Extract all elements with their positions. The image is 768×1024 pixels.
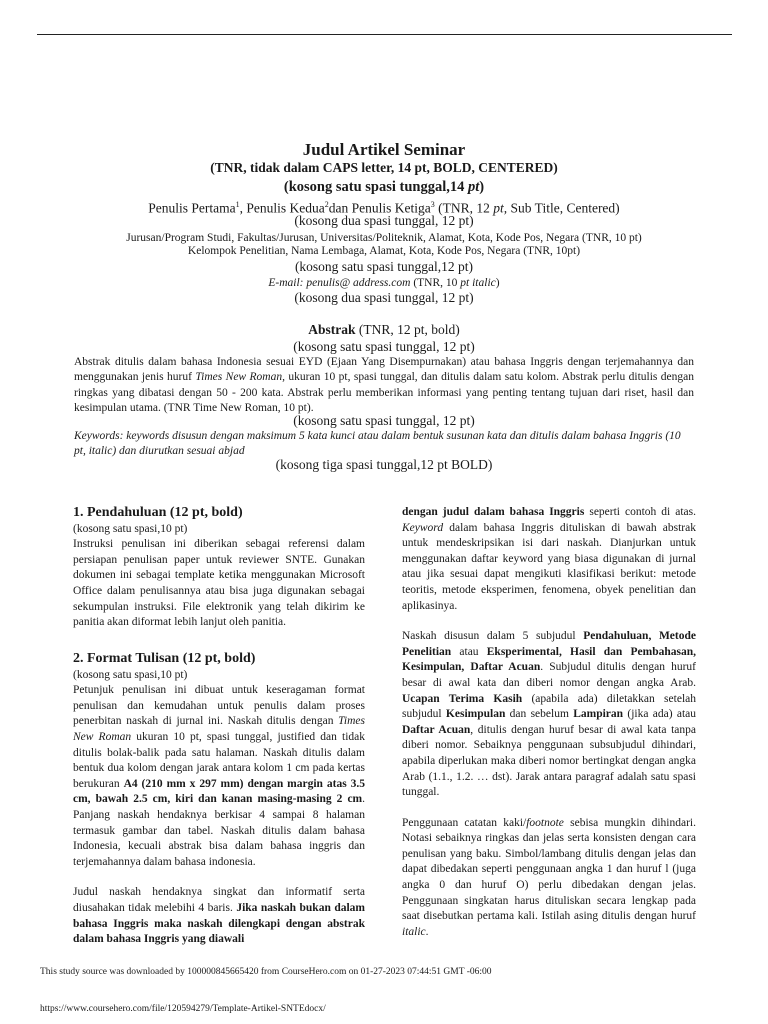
source-url[interactable]: https://www.coursehero.com/file/120594279/Template-Artikel-SNTEdocx/ [40, 1004, 326, 1014]
right-column [402, 505, 696, 940]
email-line: E-mail: penulis@ address.com (TNR, 10 pt italic) [268, 277, 500, 289]
top-rule [37, 34, 732, 35]
spacing-note-1: (kosong satu spasi tunggal,14 pt) [283, 179, 485, 195]
section-2 [73, 651, 365, 948]
spacing-note-2: (kosong dua spasi tunggal, 12 pt) [294, 213, 474, 228]
affiliation-2: Kelompok Penelitian, Nama Lembaga, Alamat, Kota, Kode Pos, Negara (TNR, 10pt) [187, 245, 581, 257]
section-1 [73, 505, 365, 631]
section-2-note: (kosong satu spasi,10 pt) [73, 668, 188, 681]
section-2-paragraph-1: Petunjuk penulisan ini dibuat untuk keseragaman format penulisan dan kemudahan untuk penulis dalam proses penerbitan naskah di jurnal ini. Naskah ditulis dengan Times New Roman ukuran 10 pt, spasi tunggal, justified dan tidak ditulis bolak-balik pada satu halaman. Naskah ditulis dalam bentuk dua kolom dengan jarak antara kolom 1 cm pada kertas berukuran A4 (210 mm x 297 mm) dengan margin atas 3.5 cm, bawah 2.5 cm, kiri dan kanan masing-masing 2 cm. Panjang naskah hendaknya berkisar 4 sampai 8 halaman termasuk gambar dan tabel. Naskah ditulis dalam bahasa Indonesia, kecuali abstrak bisa dalam bahasa inggris dan terjemahannya dalam bahasa indonesia. [73, 684, 366, 868]
right-paragraph-2: Naskah disusun dalam 5 subjudul Pendahuluan, Metode Penelitian atau Eksperimental, Hasil dan Pembahasan, Kesimpulan, Daftar Acuan. Subjudul ditulis dengan huruf besar di awal kata dan diberi nomor dengan angka Arab. Ucapan Terima Kasih (apabila ada) diletakkan setelah subjudul Kesimpulan dan sebelum Lampiran (jika ada) atau Daftar Acuan, ditulis dengan huruf besar di awal kata tanpa diberi nomor. Sebaiknya penggunaan subsubjudul dihindari, apabila diperlukan maka diberi nomor bertingkat dengan angka Arab (1.1., 1.2. … dst). Jarak antara paragraf adalah satu spasi tunggal. [402, 630, 696, 799]
download-notice: This study source was downloaded by 100000845665420 from CourseHero.com on 01-27-2023 07:44:51 GMT -06:00 [40, 967, 492, 977]
spacing-note-4: (kosong dua spasi tunggal, 12 pt) [294, 290, 474, 305]
authors-line: Penulis Pertama$^1$, Penulis Kedua$^2$dan Penulis Ketiga$^3$ (TNR, 12 pt, Sub Title, Centered) [148, 200, 620, 216]
abstract-spacing-1: (kosong satu spasi tunggal, 12 pt) [293, 339, 475, 354]
article-title: Judul Artikel Seminar [302, 140, 466, 159]
section-1-body: Instruksi penulisan ini diberikan sebagai referensi dalam persiapan penulisan paper untuk reviewer SNTE. Gunakan dokumen ini sebagai template ketika menggunakan Microsoft Office dalam penulisannya atau bisa juga digunakan sebagai sekumpulan instruksi. File elektronik yang telah dikirim ke panitia akan diformat lebih lanjut oleh panitia. [73, 538, 365, 629]
title-note: (TNR, tidak dalam CAPS letter, 14 pt, BOLD, CENTERED) [210, 160, 558, 175]
abstract-body: Abstrak ditulis dalam bahasa Indonesia sesuai EYD (Ejaan Yang Disempurnakan) atau bahasa Inggris dengan terjemahannya dan menggunakan jenis huruf Times New Roman, ukuran 10 pt, spasi tunggal, dan ditulis dalam satu kolom. Abstrak perlu ditulis dengan ringkas yang dibatasi dengan 50 - 200 kata. Abstrak perlu memberikan informasi yang penting tentang tujuan dari riset, hasil dan kesimpulan utama. (TNR Time New Roman, 10 pt). [74, 356, 694, 415]
abstract-spacing-2: (kosong satu spasi tunggal, 12 pt) [293, 413, 475, 428]
abstract-spacing-3: (kosong tiga spasi tunggal,12 pt BOLD) [275, 457, 493, 472]
section-1-note: (kosong satu spasi,10 pt) [73, 522, 188, 535]
section-1-heading: 1. Pendahuluan (12 pt, bold) [73, 505, 243, 520]
affiliation-1: Jurusan/Program Studi, Fakultas/Jurusan, Universitas/Politeknik, Alamat, Kota, Kode Pos, Negara (TNR, 10 pt) [126, 232, 642, 244]
section-2-paragraph-2: Judul naskah hendaknya singkat dan informatif serta diusahakan tidak melebihi 4 baris. Jika naskah bukan dalam bahasa Inggris maka naskah dilengkapi dengan abstrak dalam bahasa Inggris yang diawali [73, 886, 365, 946]
spacing-note-3: (kosong satu spasi tunggal,12 pt) [294, 259, 474, 274]
keywords: Keywords: keywords disusun dengan maksimum 5 kata kunci atau dalam bentuk susunan kata dan ditulis dalam bahasa Inggris (10 pt, italic) dan diurutkan sesuai abjad [74, 430, 681, 458]
abstract-heading: Abstrak (TNR, 12 pt, bold) [308, 322, 460, 337]
right-paragraph-1: dengan judul dalam bahasa Inggris seperti contoh di atas. Keyword dalam bahasa Inggris dituliskan di bawah abstrak untuk mendeskripsikan isi dari naskah. Dianjurkan untuk menggunakan daftar keyword yang biasa digunakan di jurnal atau jika sesuai dapat mengikuti klasifikasi berikut: metode teoritis, metode eksperimen, fenomena, obyek penelitian dan aplikasinya. [402, 506, 696, 612]
right-paragraph-3: Penggunaan catatan kaki/footnote sebisa mungkin dihindari. Notasi sebaiknya ringkas dan jelas serta konsisten dengan cara penulisan yang baku. Simbol/lambang ditulis dengan jelas dan dapat dibedakan seperti penggunaan angka 1 dan huruf l (juga angka 0 dan huruf O) perlu dibedakan dengan jelas. Penggunaan singkatan harus dituliskan secara lengkap pada saat disebutkan pertama kali. Istilah asing ditulis dengan huruf italic. [402, 816, 696, 938]
section-2-heading: 2. Format Tulisan (12 pt, bold) [73, 651, 256, 666]
